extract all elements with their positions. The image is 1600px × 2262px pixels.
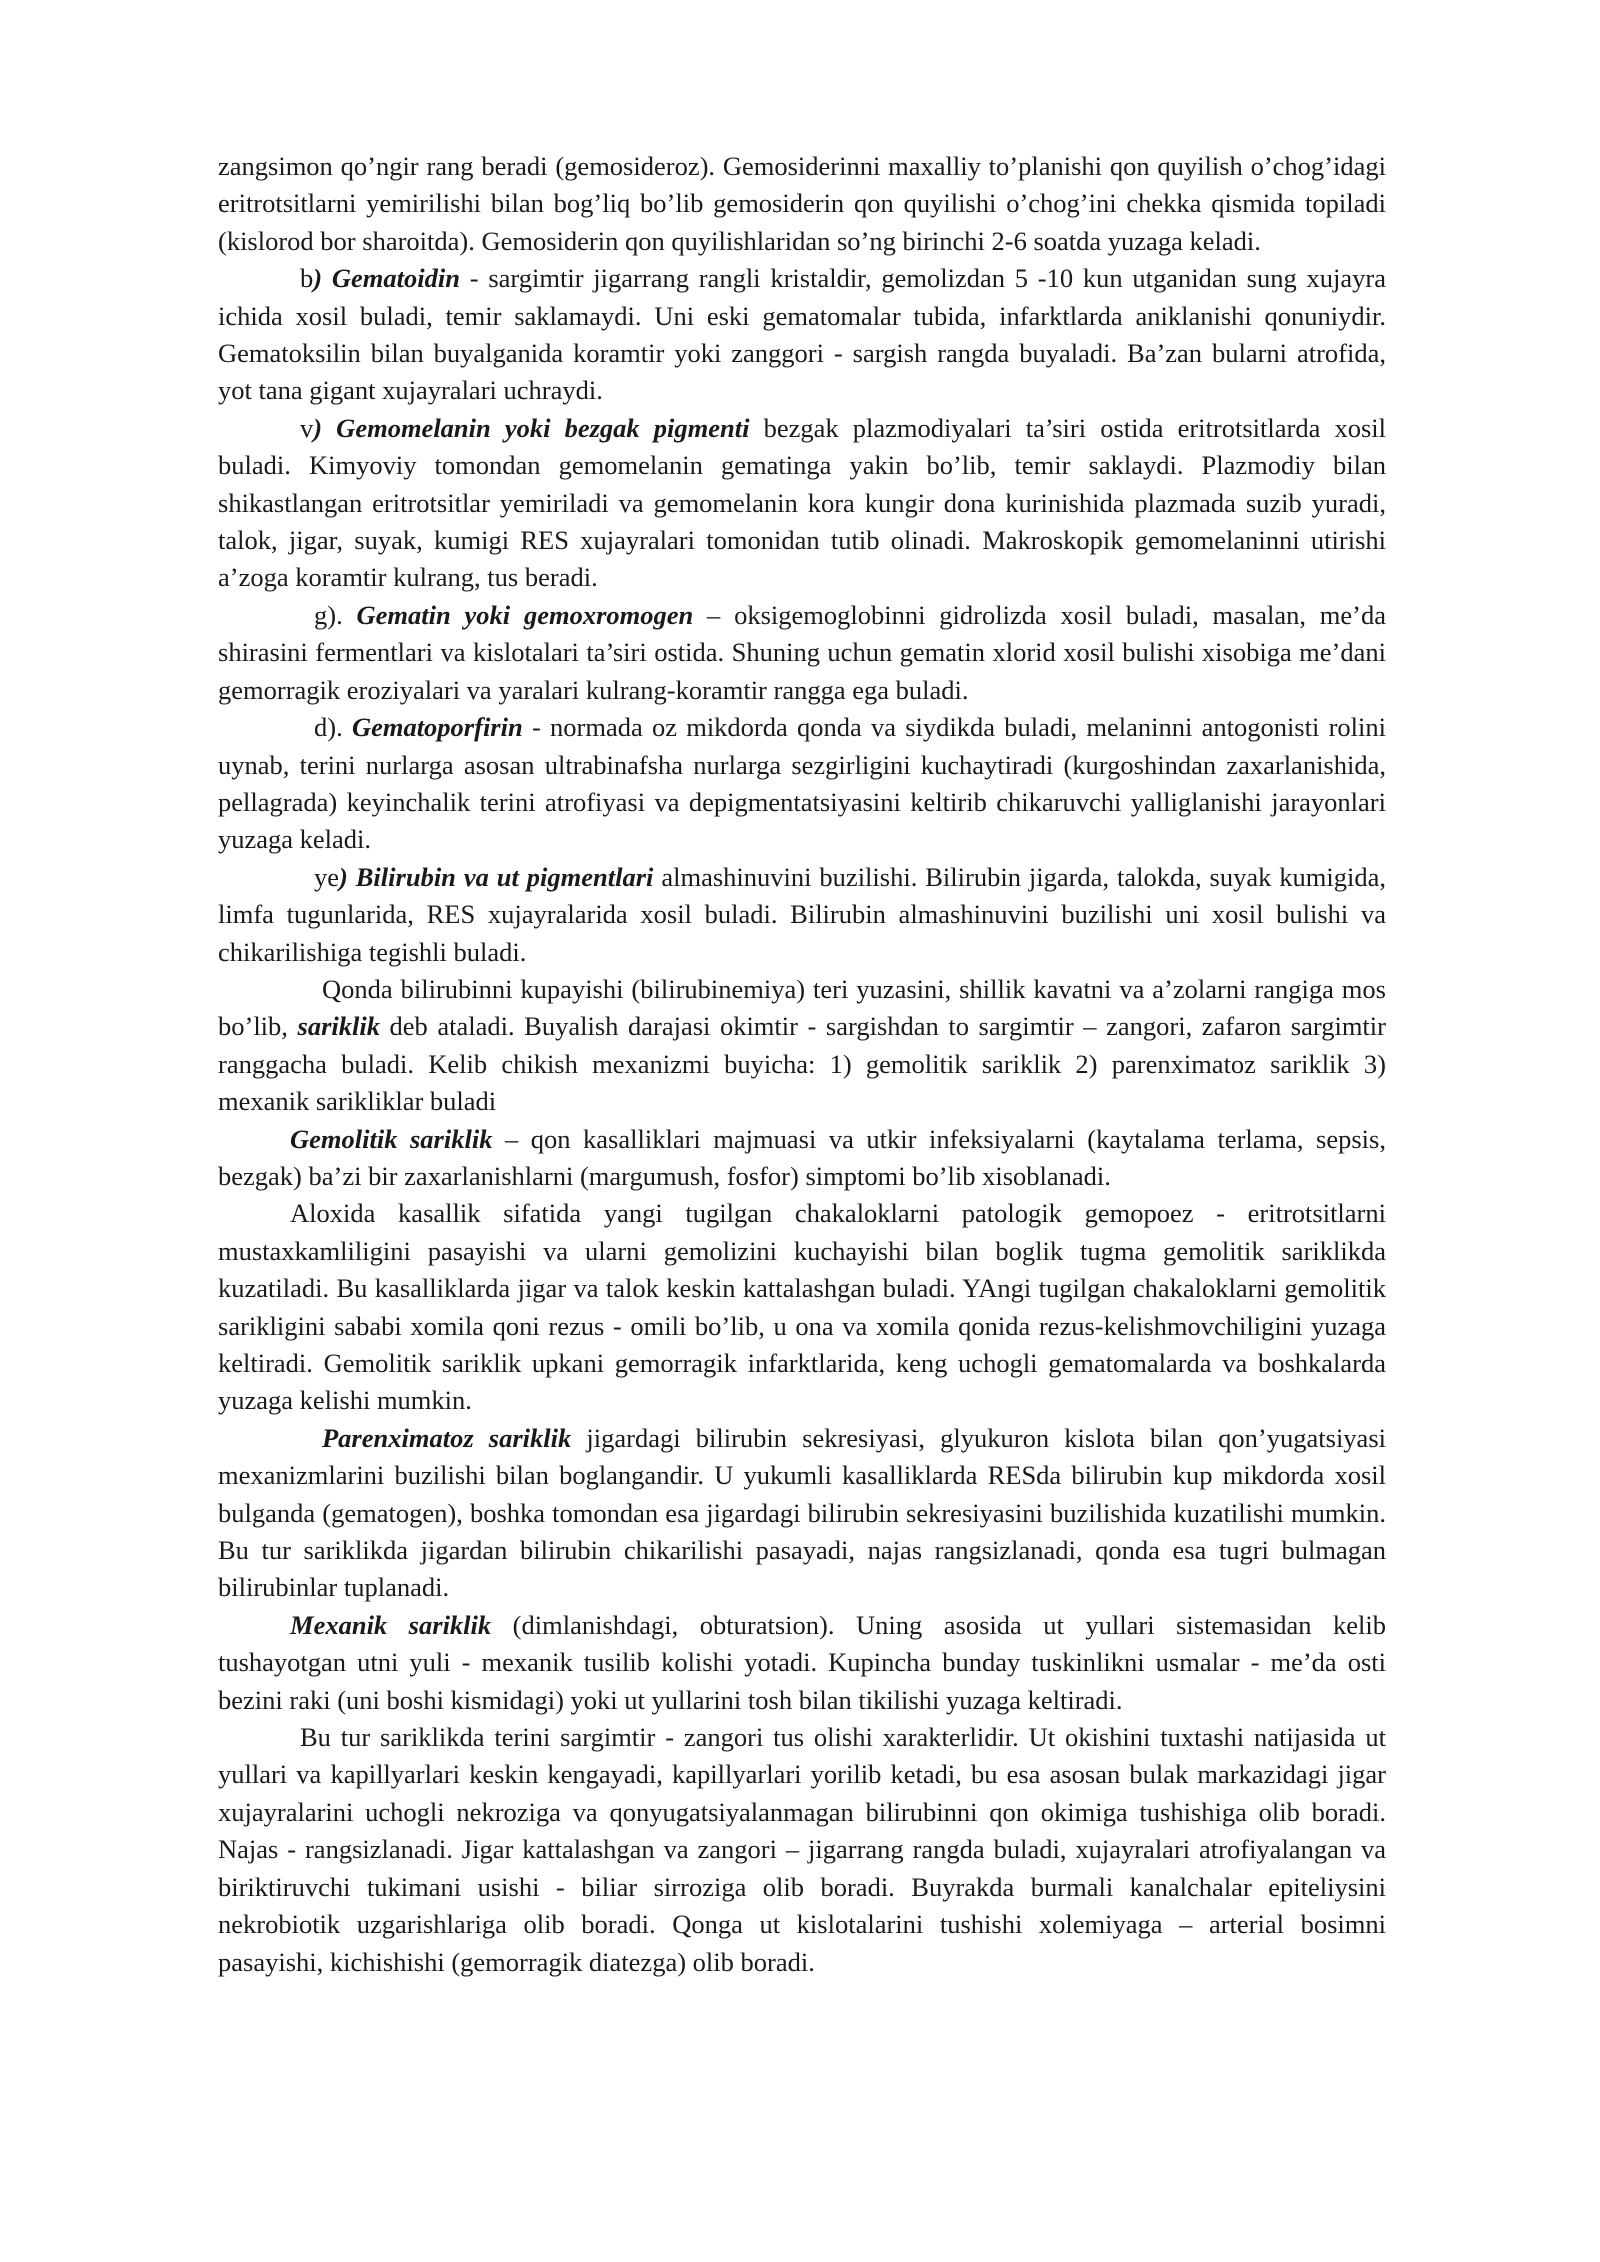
- emphasized-term: Parenximatoz sariklik: [322, 1422, 572, 1453]
- emphasized-term: Gematin yoki gemoxromogen: [356, 599, 694, 630]
- paragraph-aloxida: [218, 1195, 1386, 1419]
- text-run: v: [300, 412, 314, 443]
- paragraph-sariklik: [218, 971, 1386, 1121]
- paragraph-bilirubin: [218, 859, 1386, 971]
- text-run: b: [300, 263, 314, 294]
- paragraph-gematoidin: [218, 260, 1386, 410]
- paragraph-bu-tur: [218, 1719, 1386, 1981]
- text-run: ye: [314, 861, 340, 892]
- text-run: zangsimon qo’ngir rang beradi (gemosideroz). Gemosiderinni maxalliy to’planishi qon quyilish o’chog’idagi eritrotsitlarni yemirilishi bilan bog’liq bo’lib gemosiderin qon quyilishi o’chog’ini chekka qismida topiladi (kislorod bor sharoitda). Gemosiderin qon quyilishlaridan so’ng birinchi 2-6 soatda yuzaga keladi.: [218, 151, 1386, 256]
- emphasized-term: ) Gematoidin: [313, 263, 460, 294]
- text-run: bezgak plazmodiyalari ta’siri ostida eritrotsitlarda xosil buladi. Kimyoviy tomondan gemomelanin gematinga yakin bo’lib, temir saklaydi. Plazmodiy bilan shikastlangan eritrotsitlar yemiriladi va gemomelanin kora kungir dona kurinishida plazmada suzib yuradi, talok, jigar, suyak, kumigi RES xujayralari tomonidan tutib olinadi. Makroskopik gemomelaninni utirishi a’zoga koramtir kulrang, tus beradi.: [218, 412, 1386, 593]
- text-run: – qon kasalliklari majmuasi va utkir infeksiyalarni (kaytalama terlama, sepsis, bezgak) ba’zi bir zaxarlanishlarni (margumush, fosfor) simptomi bo’lib xisoblanadi.: [218, 1123, 1386, 1191]
- text-run: d).: [314, 712, 352, 743]
- paragraph-parenximatoz: [218, 1420, 1386, 1607]
- text-run: jigardagi bilirubin sekresiyasi, glyukuron kislota bilan qon’yugatsiyasi mexanizmlarini buzilishi bilan boglangandir. U yukumli kasalliklarda RESda bilirubin kup mikdorda xosil bulganda (gematogen), boshka tomondan esa jigardagi bilirubin sekresiyasini buzilishida kuzatilishi mumkin. Bu tur sariklikda jigardan bilirubin chikarilishi pasayadi, najas rangsizlanadi, qonda esa tugri bulmagan bilirubinlar tuplanadi.: [218, 1422, 1386, 1603]
- paragraph-gemomelanin: [218, 410, 1386, 597]
- emphasized-term: Mexanik sariklik: [290, 1609, 492, 1640]
- document-page: [218, 148, 1386, 1981]
- text-run: g).: [314, 599, 357, 630]
- emphasized-term: Gemolitik sariklik: [290, 1123, 493, 1154]
- paragraph-mexanik: [218, 1607, 1386, 1719]
- emphasized-term: sariklik: [297, 1011, 380, 1042]
- paragraph-gematoporfirin: [218, 709, 1386, 859]
- text-run: almashinuvini buzilishi. Bilirubin jigarda, talokda, suyak kumigida, limfa tugunlarida, RES xujayralarida xosil buladi. Bilirubin almashinuvini buzilishi uni xosil bulishi va chikarilishiga tegishli buladi.: [218, 861, 1387, 967]
- text-run: - sargimtir jigarrang rangli kristaldir, gemolizdan 5 -10 kun utganidan sung xujayra ichida xosil buladi, temir saklamaydi. Uni eski gematomalar tubida, infarktlarda aniklanishi qonuniydir. Gematoksilin bilan buyalganida koramtir yoki zanggori - sargish rangda buyaladi. Ba’zan bularni atrofida, yot tana gigant xujayralari uchraydi.: [218, 263, 1386, 406]
- text-run: Qonda bilirubinni kupayishi (bilirubinemiya) teri yuzasini, shillik kavatni va a’zolarni rangiga mos bo’lib,: [218, 973, 1386, 1042]
- text-run: deb ataladi. Buyalish darajasi okimtir - sargishdan to sargimtir – zangori, zafaron sargimtir ranggacha buladi. Kelib chikish mexanizmi buyicha: 1) gemolitik sariklik 2) parenximatoz sariklik 3) mexanik sarikliklar buladi: [218, 1011, 1386, 1117]
- paragraph-gemolitik: [218, 1121, 1386, 1196]
- emphasized-term: ) Gemomelanin yoki bezgak pigmenti: [313, 412, 750, 443]
- emphasized-term: ) Bilirubin va ut pigmentlari: [339, 861, 654, 892]
- text-run: – oksigemoglobinni gidrolizda xosil buladi, masalan, me’da shirasini fermentlari va kislotalari ta’siri ostida. Shuning uchun gematin xlorid xosil bulishi xisobiga me’dani gemorragik eroziyalari va yaralari kulrang-koramtir rangga ega buladi.: [218, 599, 1386, 705]
- text-run: Bu tur sariklikda terini sargimtir - zangori tus olishi xarakterlidir. Ut okishini tuxtashi natijasida ut yullari va kapillyarlari keskin kengayadi, kapillyarlari yorilib ketadi, bu esa asosan bulak markazidagi jigar xujayralarini uchogli nekroziga va qonyugatsiyalanmagan bilirubinni qon okimiga tushishiga olib boradi. Najas - rangsizlanadi. Jigar kattalashgan va zangori – jigarrang rangda buladi, xujayralari atrofiyalangan va biriktiruvchi tukimani usishi - biliar sirroziga olib boradi. Buyrakda burmali kanalchalar epiteliysini nekrobiotik uzgarishlariga olib boradi. Qonga ut kislotalarini tushishi xolemiyaga – arterial bosimni pasayishi, kichishishi (gemorragik diatezga) olib boradi.: [218, 1722, 1386, 1977]
- paragraph-gemosiderin: [218, 148, 1386, 260]
- text-run: - normada oz mikdorda qonda va siydikda buladi, melaninni antogonisti rolini uynab, terini nurlarga asosan ultrabinafsha nurlarga sezgirligini kuchaytiradi (kurgoshindan zaxarlanishida, pellagrada) keyinchalik terini atrofiyasi va depigmentatsiyasini keltirib chikaruvchi yalliglanishi jarayonlari yuzaga keladi.: [218, 712, 1386, 855]
- text-run: (dimlanishdagi, obturatsion). Uning asosida ut yullari sistemasidan kelib tushayotgan utni yuli - mexanik tusilib kolishi yotadi. Kupincha bunday tuskinlikni usmalar - me’da osti bezini raki (uni boshi kismidagi) yoki ut yullarini tosh bilan tikilishi yuzaga keltiradi.: [218, 1609, 1386, 1715]
- paragraph-gematin: [218, 597, 1386, 709]
- emphasized-term: Gematoporfirin: [351, 712, 523, 743]
- text-run: Aloxida kasallik sifatida yangi tugilgan chakaloklarni patologik gemopoez - eritrotsitlarni mustaxkamliligini pasayishi va ularni gemolizini kuchayishi bilan boglik tugma gemolitik sariklikda kuzatiladi. Bu kasalliklarda jigar va talok keskin kattalashgan buladi. YAngi tugilgan chakaloklarni gemolitik sarikligini sababi xomila qoni rezus - omili bo’lib, u ona va xomila qonida rezus-kelishmovchiligini yuzaga keltiradi. Gemolitik sariklik upkani gemorragik infarktlarida, keng uchogli gematomalarda va boshkalarda yuzaga kelishi mumkin.: [218, 1198, 1386, 1416]
